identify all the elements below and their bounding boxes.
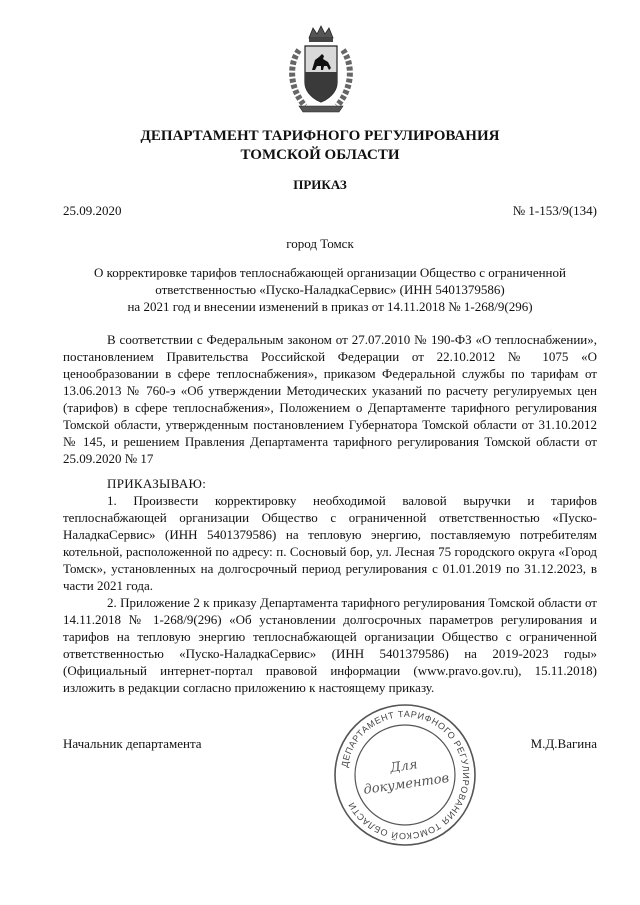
stamp-ring-text: ДЕПАРТАМЕНТ ТАРИФНОГО РЕГУЛИРОВАНИЯ ТОМСКОЙ ОБЛАСТИ xyxy=(339,708,472,842)
coat-of-arms-icon xyxy=(285,24,357,116)
preamble-text: В соответствии с Федеральным законом от 27.07.2010 № 190-ФЗ «О теплоснабжении», постановлением Правительства Российской Федерации от 22.10.2012 № 1075 «О ценообразовании в сфере теплоснабжения», приказом Федеральной службы по тарифам от 13.06.2013 № 760-э «Об утверждении Методических указаний по расчету регулируемых цен (тарифов) в сфере теплоснабжения», Положением о Департаменте тарифного регулирования Томской области, утвержденным постановлением Губернатора Томской области от 31.10.2012 № 145, и решением Правления Департамента тарифного регулирования Томской области от 25.09.2020 № 17 xyxy=(63,332,597,466)
order-subject xyxy=(63,264,597,315)
order-item-1: 1. Произвести корректировку необходимой валовой выручки и тарифов теплоснабжающей организации Общество с ограниченной ответственностью «Пуско-НаладкаСервис» (ИНН 5401379586) на тепловую энергию, поставляемую потребителям котельной, расположенной по адресу: п. Сосновый бор, ул. Лесная 75 городского округа «Город Томск», установленных на долгосрочный период регулирования с 01.01.2019 по 31.12.2023, в части 2021 года. xyxy=(63,493,597,593)
department-title xyxy=(0,127,640,165)
order-date: 25.09.2020 xyxy=(63,203,122,218)
order-item-2: 2. Приложение 2 к приказу Департамента тарифного регулирования Томской области от 14.11.2018 № 1-268/9(296) «Об установлении долгосрочных параметров регулирования и тарифов на тепловую энергию теплоснабжающей организации Общество с ограниченной ответственностью «Пуско-НаладкаСервис» (ИНН 5401379586) на 2019-2023 годы» (Официальный интернет-портал правовой информации (www.pravo.gov.ru), 15.11.2018) изложить в редакции согласно приложению к настоящему приказу. xyxy=(63,595,597,695)
department-title-line1: ДЕПАРТАМЕНТ ТАРИФНОГО РЕГУЛИРОВАНИЯ xyxy=(140,128,500,144)
subject-line3: на 2021 год и внесении изменений в приказ от 14.11.2018 № 1-268/9(296) xyxy=(127,299,533,314)
subject-line1: О корректировке тарифов теплоснабжающей организации Общество с ограниченной xyxy=(94,265,566,280)
stamp-center-line1: Для xyxy=(389,757,419,776)
department-title-line2: ТОМСКОЙ ОБЛАСТИ xyxy=(240,147,400,163)
order-section xyxy=(63,475,597,696)
signer-position: Начальник департамента xyxy=(63,736,202,751)
stamp-center-line2: документов xyxy=(362,770,451,798)
subject-line2: ответственностью «Пуско-НаладкаСервис» (ИНН 5401379586) xyxy=(155,282,505,297)
signer-name: М.Д.Вагина xyxy=(530,736,597,751)
preamble xyxy=(63,331,597,467)
official-stamp xyxy=(330,700,480,850)
city: город Томск xyxy=(286,236,354,251)
document-type: ПРИКАЗ xyxy=(293,177,347,192)
svg-text:ДЕПАРТАМЕНТ ТАРИФНОГО РЕГУЛИРО xyxy=(339,709,471,842)
order-number: № 1-153/9(134) xyxy=(512,203,597,218)
order-heading: ПРИКАЗЫВАЮ: xyxy=(107,476,207,491)
